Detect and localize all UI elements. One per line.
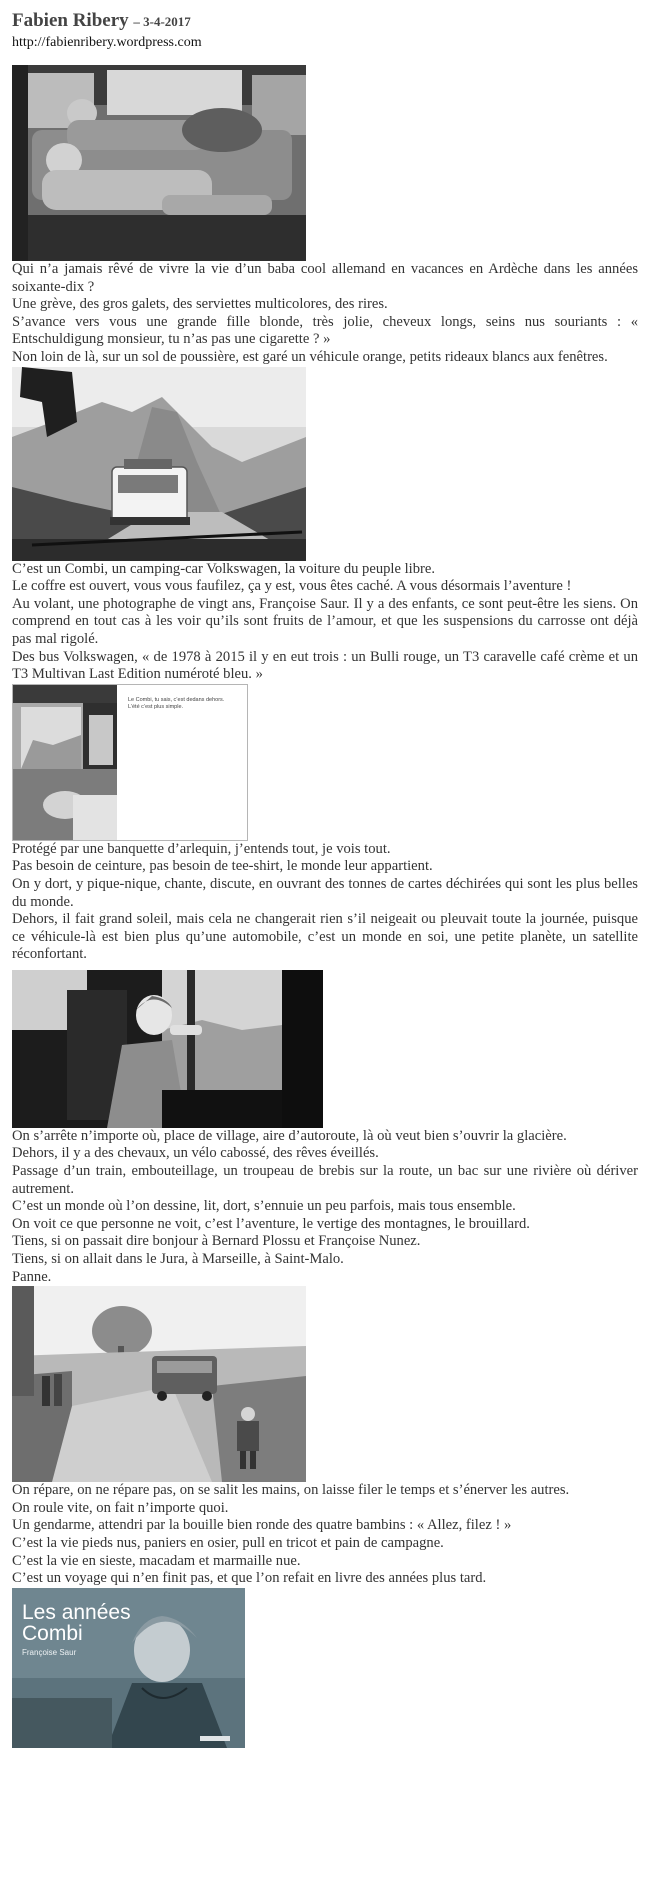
book-cover-author: Françoise Saur	[22, 1647, 77, 1657]
paragraph: Pas besoin de ceinture, pas besoin de tee-shirt, le monde leur appartient.	[12, 858, 433, 875]
book-cover-title-line: Combi	[22, 1621, 83, 1645]
paragraph: Tiens, si on allait dans le Jura, à Marseille, à Saint-Malo.	[12, 1251, 344, 1268]
blog-url: http://fabienribery.wordpress.com	[12, 35, 202, 50]
paragraph: Panne.	[12, 1268, 52, 1285]
paragraph: Dehors, il fait grand soleil, mais cela ne changerait rien s’il neigeait ou pleuvait toute la journée, puisque ce véhicule-là est bien plus qu’une automobile, c’est un monde en soi, une petite planète, un satellite réconfortant.	[12, 911, 638, 963]
photo-girl-at-window	[12, 970, 323, 1128]
publish-date: – 3-4-2017	[133, 14, 191, 29]
paragraph: C’est un Combi, un camping-car Volkswagen, la voiture du peuple libre.	[12, 560, 435, 577]
text-block-1	[12, 261, 638, 367]
book-spread-text-line: L’été c’est plus simple.	[128, 703, 184, 710]
text-block-5	[12, 1482, 638, 1588]
photo-children-back-seat	[12, 65, 306, 261]
photo-book-spread	[12, 684, 248, 841]
paragraph: Qui n’a jamais rêvé de vivre la vie d’un baba cool allemand en vacances en Ardèche dans les années soixante-dix ?	[12, 261, 638, 295]
paragraph: C’est un monde où l’on dessine, lit, dort, s’ennuie un peu parfois, mais tous ensemble.	[12, 1198, 516, 1215]
paragraph: Dehors, il y a des chevaux, un vélo cabossé, des rêves éveillés.	[12, 1145, 379, 1162]
paragraph: Des bus Volkswagen, « de 1978 à 2015 il y en eut trois : un Bulli rouge, un T3 caravelle café crème et un T3 Multivan Last Edition numéroté bleu. »	[12, 648, 638, 683]
photo-van-mountain-road	[12, 367, 306, 561]
author-line	[12, 10, 638, 33]
paragraph: C’est un voyage qui n’en finit pas, et que l’on refait en livre des années plus tard.	[12, 1570, 487, 1587]
photo-van-breakdown	[12, 1286, 306, 1482]
article-header	[12, 10, 638, 51]
paragraph: Le coffre est ouvert, vous vous faufilez, ça y est, vous êtes caché. A vous désormais l’aventure !	[12, 578, 572, 595]
author-name: Fabien Ribery	[12, 10, 129, 31]
text-block-3	[12, 841, 638, 964]
book-spread-text	[128, 697, 243, 711]
paragraph: C’est la vie en sieste, macadam et marmaille nue.	[12, 1552, 301, 1569]
paragraph: Protégé par une banquette d’arlequin, j’entends tout, je vois tout.	[12, 840, 391, 857]
paragraph: C’est la vie pieds nus, paniers en osier, pull en tricot et pain de campagne.	[12, 1535, 444, 1551]
paragraph: On roule vite, on fait n’importe quoi.	[12, 1499, 229, 1516]
article	[12, 10, 638, 1748]
paragraph: On répare, on ne répare pas, on se salit les mains, on laisse filer le temps et s’énerver les autres.	[12, 1482, 570, 1499]
paragraph: Au volant, une photographe de vingt ans, Françoise Saur. Il y a des enfants, ce sont peut-être les siens. On comprend en tout cas à les voir qu’ils sont fruits de l’amour, et que les suspensions du carrosse ont déjà pas mal rigolé.	[12, 595, 638, 647]
paragraph: On y dort, y pique-nique, chante, discute, en ouvrant des tonnes de cartes déchirées qui sont les plus belles du monde.	[12, 875, 638, 910]
book-cover-title	[22, 1602, 131, 1644]
text-block-2	[12, 561, 638, 684]
paragraph: Tiens, si on passait dire bonjour à Bernard Plossu et Françoise Nunez.	[12, 1233, 421, 1250]
paragraph: Une grève, des gros galets, des serviettes multicolores, des rires.	[12, 296, 388, 313]
book-cover-title-line: Les années	[22, 1600, 131, 1624]
book-cover	[12, 1588, 245, 1748]
paragraph: Passage d’un train, embouteillage, un troupeau de brebis sur la route, un bac sur une rivière où dériver autrement.	[12, 1163, 638, 1197]
paragraph: On s’arrête n’importe où, place de village, aire d’autoroute, là où veut bien s’ouvrir la glacière.	[12, 1127, 567, 1144]
paragraph: Un gendarme, attendri par la bouille bien ronde des quatre bambins : « Allez, filez ! »	[12, 1517, 512, 1534]
text-block-4	[12, 1128, 638, 1286]
paragraph: S’avance vers vous une grande fille blonde, très jolie, cheveux longs, seins nus souriants : « Entschuldigung monsieur, tu n’as pas une cigarette ? »	[12, 313, 638, 348]
book-spread-left-photo	[13, 685, 117, 840]
paragraph: Non loin de là, sur un sol de poussière, est garé un véhicule orange, petits rideaux blancs aux fenêtres.	[12, 348, 608, 365]
book-spread-text-line: Le Combi, tu sais, c’est dedans dehors.	[128, 696, 225, 703]
paragraph: On voit ce que personne ne voit, c’est l’aventure, le vertige des montagnes, le brouillard.	[12, 1215, 530, 1232]
